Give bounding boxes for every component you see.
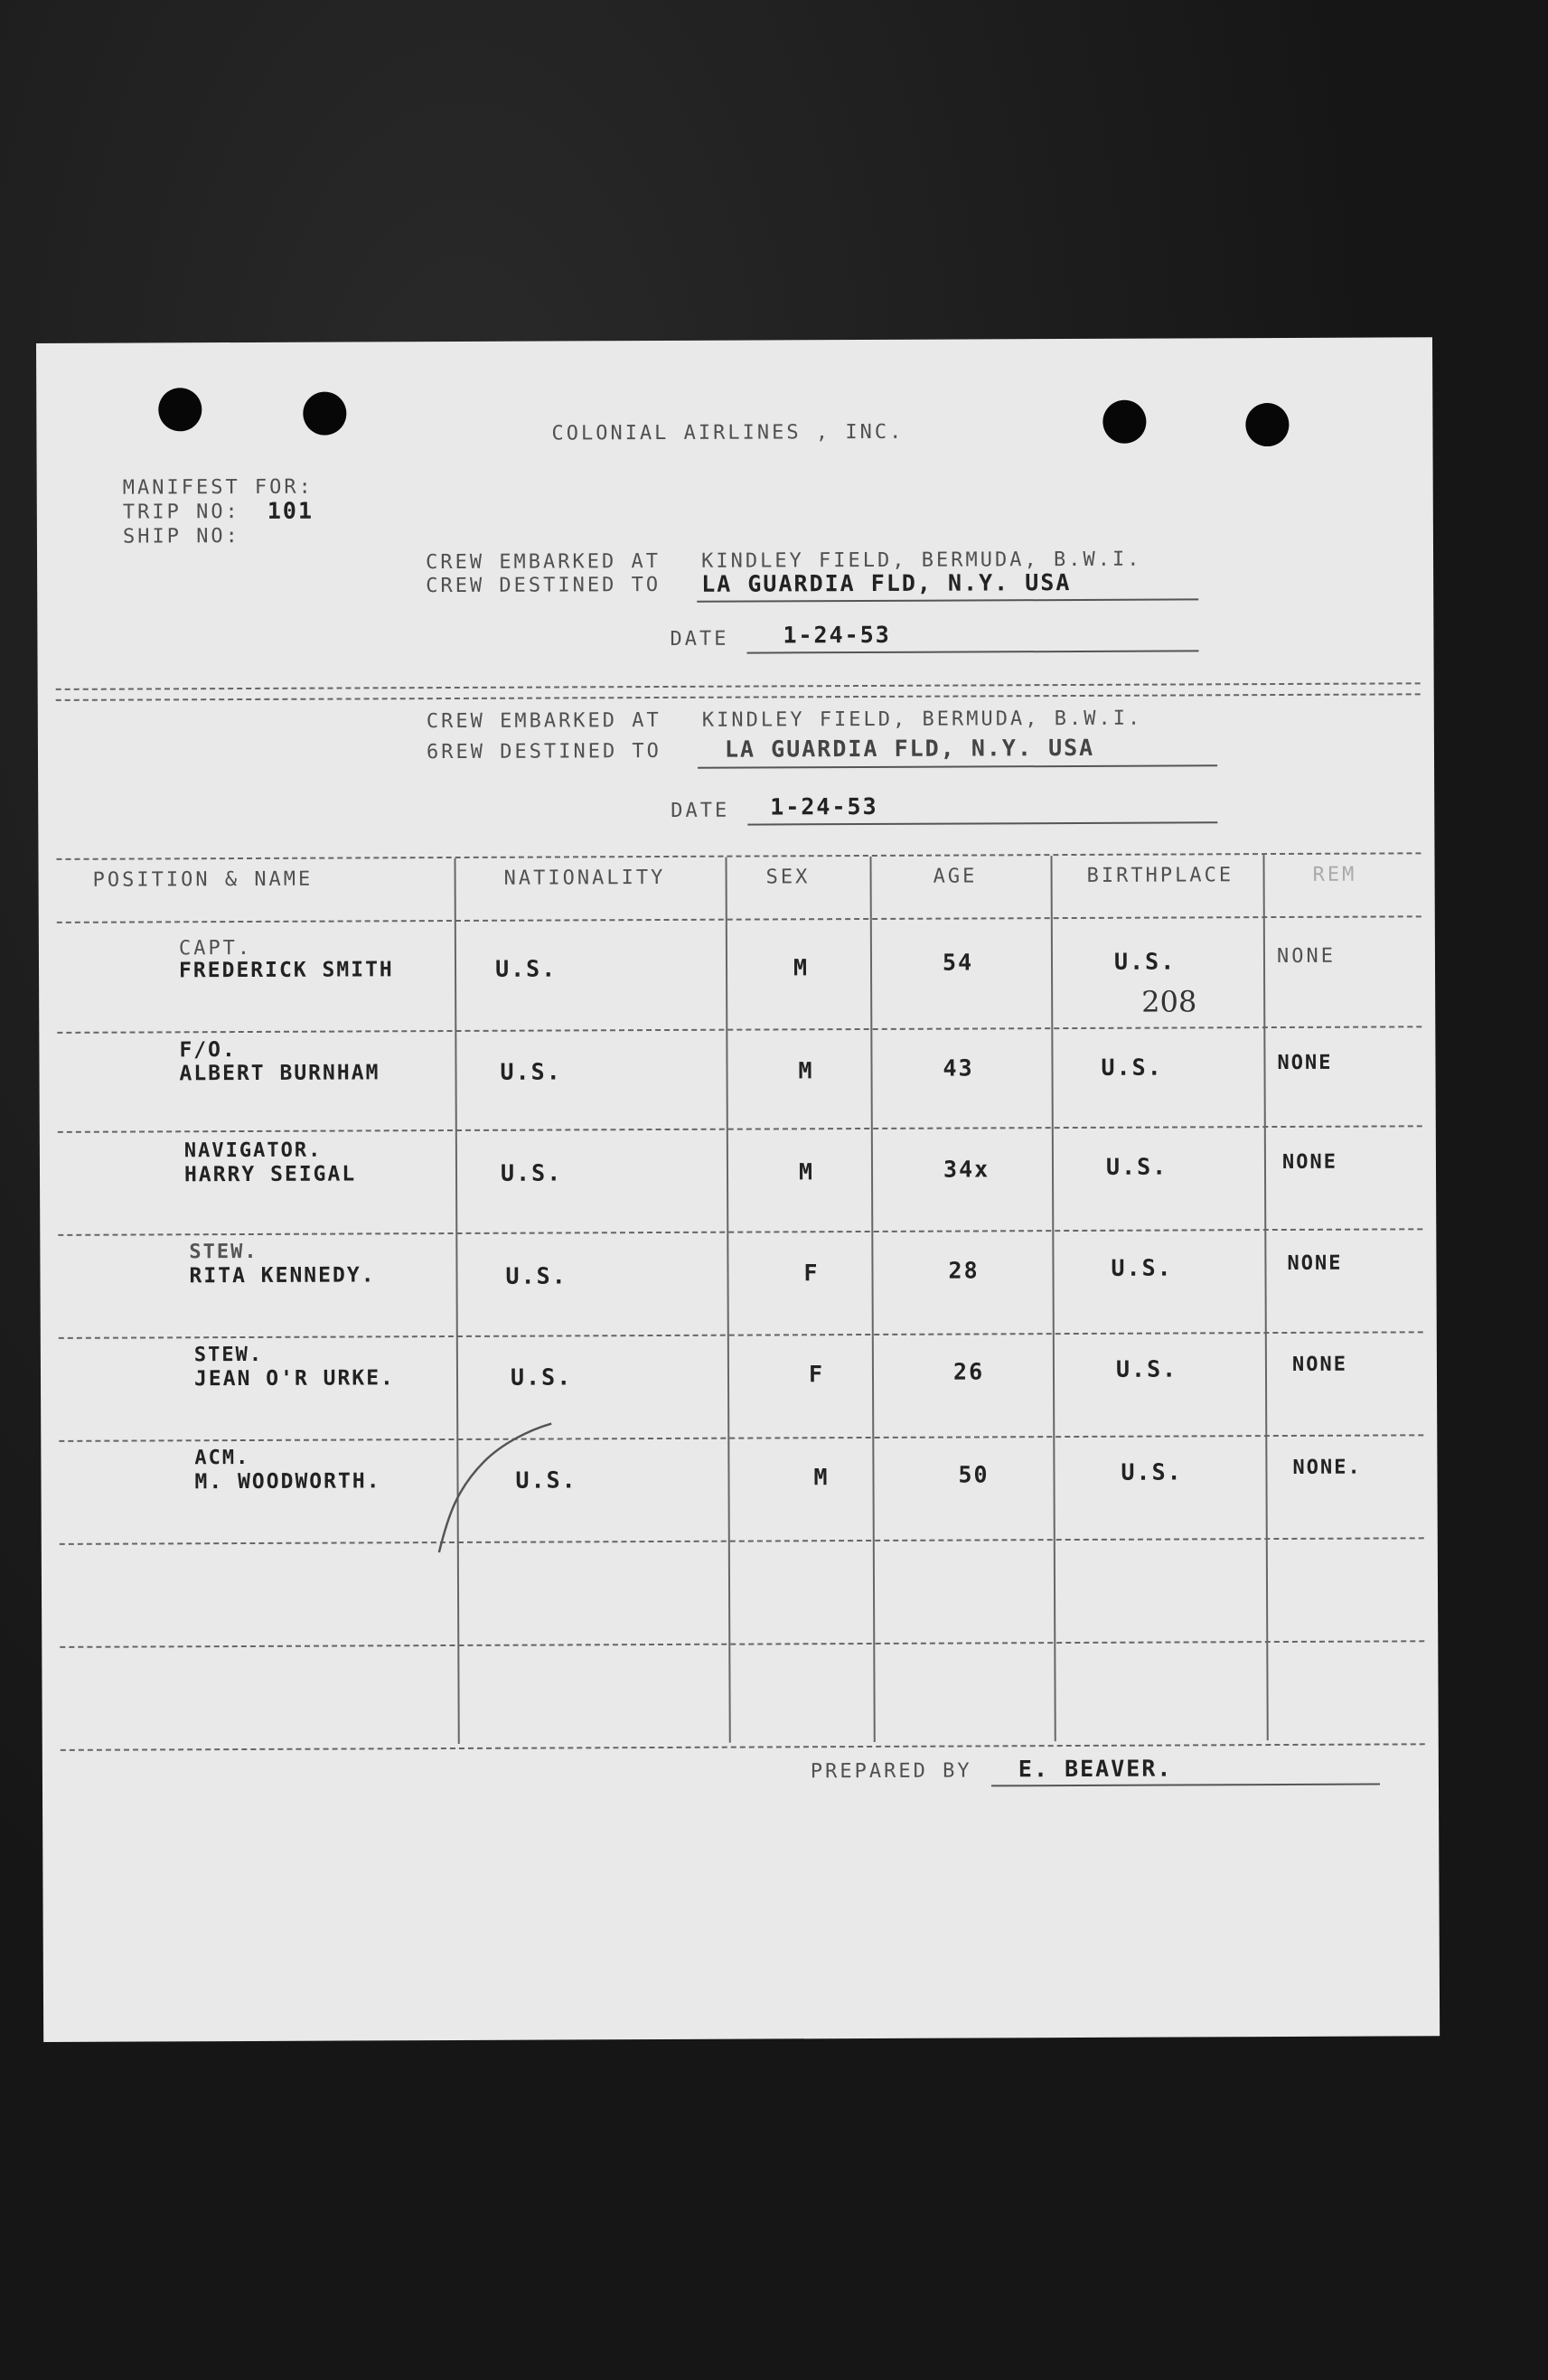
pen-check-mark [429, 1381, 557, 1562]
row-remarks: NONE [1281, 1150, 1338, 1174]
section-divider-2 [56, 693, 1421, 701]
row-nationality: U.S. [515, 1466, 577, 1494]
row-rule-1 [57, 1026, 1421, 1034]
table-bottom-rule [61, 1743, 1425, 1751]
row-birthplace: U.S. [1111, 1254, 1173, 1281]
row-birthplace: U.S. [1105, 1153, 1168, 1180]
company-name: COLONIAL AIRLINES , INC. [551, 420, 905, 445]
embarked-label-2: CREW EMBARKED AT [426, 708, 661, 734]
prepared-by-name: E. BEAVER. [1018, 1755, 1173, 1783]
embarked-label-1: CREW EMBARKED AT [426, 549, 661, 575]
row-remarks: NONE [1287, 1251, 1343, 1275]
row-birthplace: U.S. [1113, 948, 1177, 975]
col-header-remarks: REM [1312, 863, 1357, 886]
date-value-1: 1-24-53 [783, 621, 891, 649]
manifest-page [36, 337, 1440, 2042]
row-rule-7 [60, 1640, 1424, 1648]
row-sex: M [793, 954, 810, 981]
row-sex: M [813, 1464, 830, 1491]
row-rule-5 [59, 1434, 1423, 1442]
page-number: 208 [1141, 984, 1197, 1019]
col-divider-5 [1262, 855, 1268, 1740]
row-nationality: U.S. [505, 1262, 568, 1289]
col-header-sex: SEX [765, 866, 811, 889]
destined-value-1: LA GUARDIA FLD, N.Y. USA [701, 569, 1072, 597]
row-birthplace: U.S. [1115, 1355, 1178, 1382]
row-nationality: U.S. [500, 1159, 563, 1186]
row-age: 50 [958, 1461, 990, 1488]
row-nationality: U.S. [510, 1363, 573, 1391]
row-age: 54 [942, 949, 974, 976]
destined-value-2: LA GUARDIA FLD, N.Y. USA [724, 734, 1095, 763]
row-birthplace: U.S. [1121, 1458, 1183, 1485]
ship-label: SHIP NO: [122, 525, 240, 548]
row-name: RITA KENNEDY. [189, 1263, 376, 1288]
date-value-2: 1-24-53 [770, 792, 878, 820]
col-header-position: POSITION & NAME [92, 867, 314, 892]
destined-underline-1 [697, 598, 1198, 602]
table-top-rule [56, 852, 1421, 860]
row-remarks: NONE [1276, 944, 1337, 969]
destined-label-1: CREW DESTINED TO [426, 573, 661, 598]
row-position: STEW. [189, 1240, 258, 1264]
punch-hole-left-2 [303, 392, 346, 436]
row-position: STEW. [193, 1343, 264, 1367]
date-underline-1 [746, 650, 1198, 653]
row-age: 43 [943, 1054, 974, 1082]
row-sex: F [803, 1260, 820, 1287]
col-divider-3 [869, 857, 875, 1742]
row-age: 34x [943, 1156, 990, 1183]
punch-hole-right-2 [1245, 403, 1289, 446]
row-age: 26 [952, 1358, 985, 1385]
row-remarks: NONE [1277, 1051, 1333, 1075]
section-divider [56, 682, 1421, 690]
destined-label-2: 6REW DESTINED TO [426, 739, 661, 764]
header-bottom-rule [57, 915, 1421, 923]
col-header-age: AGE [933, 865, 978, 888]
col-divider-2 [725, 857, 730, 1743]
row-rule-3 [58, 1228, 1422, 1236]
row-nationality: U.S. [500, 1058, 562, 1085]
row-rule-6 [60, 1537, 1424, 1545]
date-underline-2 [747, 821, 1217, 825]
row-sex: M [798, 1158, 815, 1185]
row-name: JEAN O'R URKE. [193, 1366, 395, 1391]
row-position: ACM. [194, 1446, 250, 1470]
row-position: NAVIGATOR. [183, 1138, 323, 1163]
destined-underline-2 [698, 764, 1217, 769]
prepared-underline [991, 1784, 1380, 1787]
row-age: 28 [948, 1257, 980, 1284]
punch-hole-left-1 [158, 388, 202, 431]
row-birthplace: U.S. [1101, 1054, 1163, 1081]
manifest-label: MANIFEST FOR: [122, 475, 314, 500]
punch-hole-right-1 [1102, 400, 1146, 444]
row-name: HARRY SEIGAL [183, 1162, 357, 1187]
col-header-nationality: NATIONALITY [503, 866, 666, 890]
row-position: CAPT. [178, 936, 253, 960]
col-divider-1 [454, 858, 459, 1744]
embarked-value-1: KINDLEY FIELD, BERMUDA, B.W.I. [701, 548, 1142, 573]
row-rule-4 [59, 1331, 1423, 1339]
row-name: ALBERT BURNHAM [179, 1061, 380, 1086]
row-nationality: U.S. [494, 955, 558, 982]
row-name: M. WOODWORTH. [194, 1469, 381, 1495]
date-label-2: DATE [671, 799, 730, 822]
row-remarks: NONE [1291, 1353, 1347, 1376]
prepared-label: PREPARED BY [810, 1759, 972, 1784]
trip-number: 101 [267, 497, 314, 524]
row-rule-2 [58, 1125, 1422, 1133]
row-position: F/O. [179, 1038, 237, 1063]
row-sex: M [798, 1057, 814, 1084]
trip-label: TRIP NO: [122, 501, 240, 524]
col-header-birthplace: BIRTHPLACE [1086, 864, 1234, 887]
row-sex: F [808, 1361, 825, 1388]
date-label-1: DATE [670, 627, 729, 651]
embarked-value-2: KINDLEY FIELD, BERMUDA, B.W.I. [701, 707, 1143, 732]
row-remarks: NONE. [1292, 1456, 1362, 1479]
row-name: FREDERICK SMITH [178, 958, 394, 983]
col-divider-4 [1050, 856, 1055, 1741]
